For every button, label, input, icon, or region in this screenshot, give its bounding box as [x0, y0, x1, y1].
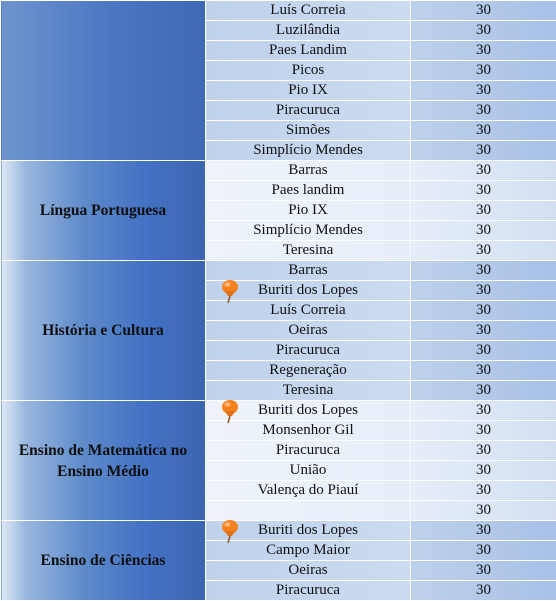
city-cell	[206, 521, 411, 541]
vacancy-count-cell: 30	[411, 301, 556, 321]
city-cell	[206, 321, 411, 341]
city-cell	[206, 201, 411, 221]
city-name: Picos	[292, 62, 325, 78]
vacancy-count-cell: 30	[411, 401, 556, 421]
vacancy-count-cell: 30	[411, 41, 556, 61]
city-cell	[206, 461, 411, 481]
city-name: Barras	[288, 262, 327, 278]
city-name: Buriti dos Lopes	[258, 282, 358, 298]
city-name: Valença do Piauí	[258, 482, 359, 498]
vacancy-count-cell: 30	[411, 501, 556, 521]
city-cell	[206, 181, 411, 201]
city-name: Teresina	[283, 382, 334, 398]
vacancy-count-cell: 30	[411, 1, 556, 21]
vacancy-count-cell: 30	[411, 201, 556, 221]
vacancy-count-cell: 30	[411, 361, 556, 381]
city-cell	[206, 281, 411, 301]
city-name: Teresina	[283, 242, 334, 258]
city-name: Paes Landim	[269, 42, 347, 58]
vacancy-count-cell: 30	[411, 161, 556, 181]
city-cell	[206, 61, 411, 81]
city-cell	[206, 481, 411, 501]
city-name: Buriti dos Lopes	[258, 522, 358, 538]
city-name: Luís Correia	[270, 2, 345, 18]
vacancy-count-cell: 30	[411, 101, 556, 121]
vacancy-count-cell: 30	[411, 141, 556, 161]
vacancy-count-cell: 30	[411, 181, 556, 201]
city-name: Simplício Mendes	[253, 142, 363, 158]
vacancy-count-cell: 30	[411, 521, 556, 541]
table-row	[1, 161, 556, 181]
table-row	[1, 261, 556, 281]
city-cell	[206, 81, 411, 101]
table-row	[1, 1, 556, 21]
city-cell	[206, 361, 411, 381]
city-cell	[206, 101, 411, 121]
vacancy-count-cell: 30	[411, 481, 556, 501]
city-cell	[206, 161, 411, 181]
course-name-cell: Ensino de Matemática no Ensino Médio	[1, 401, 206, 521]
city-cell	[206, 41, 411, 61]
course-name-cell: Língua Portuguesa	[1, 161, 206, 261]
city-cell	[206, 581, 411, 601]
vacancy-count-cell: 30	[411, 341, 556, 361]
vacancy-count-cell: 30	[411, 81, 556, 101]
vacancy-count-cell: 30	[411, 421, 556, 441]
city-name: Monsenhor Gil	[262, 422, 353, 438]
city-name: Simões	[286, 122, 330, 138]
city-name: Buriti dos Lopes	[258, 402, 358, 418]
course-name-cell	[1, 1, 206, 161]
city-cell	[206, 561, 411, 581]
vacancy-count-cell: 30	[411, 581, 556, 601]
city-cell	[206, 121, 411, 141]
vacancy-count-cell: 30	[411, 381, 556, 401]
city-name: Paes landim	[272, 182, 345, 198]
city-name: Luís Correia	[270, 302, 345, 318]
city-name: Oeiras	[288, 562, 327, 578]
city-cell	[206, 401, 411, 421]
city-cell	[206, 241, 411, 261]
vacancy-count-cell: 30	[411, 321, 556, 341]
vacancy-count-cell: 30	[411, 541, 556, 561]
city-name: Regeneração	[269, 362, 346, 378]
vacancy-count-cell: 30	[411, 221, 556, 241]
city-name: Oeiras	[288, 322, 327, 338]
vacancy-count-cell: 30	[411, 121, 556, 141]
city-name: Piracuruca	[276, 102, 340, 118]
city-name: Piracuruca	[276, 582, 340, 598]
city-name: Pio IX	[288, 82, 328, 98]
vacancy-count-cell: 30	[411, 461, 556, 481]
vacancy-count-cell: 30	[411, 61, 556, 81]
vacancy-count-cell: 30	[411, 261, 556, 281]
city-cell	[206, 1, 411, 21]
city-cell	[206, 221, 411, 241]
vacancy-count-cell: 30	[411, 561, 556, 581]
vacancy-count-cell: 30	[411, 441, 556, 461]
city-name: Simplício Mendes	[253, 222, 363, 238]
table-row	[1, 521, 556, 541]
city-name: Luzilândia	[276, 22, 340, 38]
city-name: União	[290, 462, 327, 478]
city-name: Piracuruca	[276, 442, 340, 458]
city-cell	[206, 21, 411, 41]
vacancy-count-cell: 30	[411, 281, 556, 301]
vacancy-count-cell: 30	[411, 21, 556, 41]
city-cell	[206, 441, 411, 461]
vacancy-count-cell: 30	[411, 241, 556, 261]
course-name-cell: História e Cultura	[1, 261, 206, 401]
city-name: Piracuruca	[276, 342, 340, 358]
table-row	[1, 401, 556, 421]
city-cell	[206, 141, 411, 161]
course-name-cell: Ensino de Ciências	[1, 521, 206, 601]
courses-table-body	[1, 1, 556, 601]
city-name: Barras	[288, 162, 327, 178]
city-name: Campo Maior	[266, 542, 350, 558]
city-cell	[206, 341, 411, 361]
city-name: Pio IX	[288, 202, 328, 218]
